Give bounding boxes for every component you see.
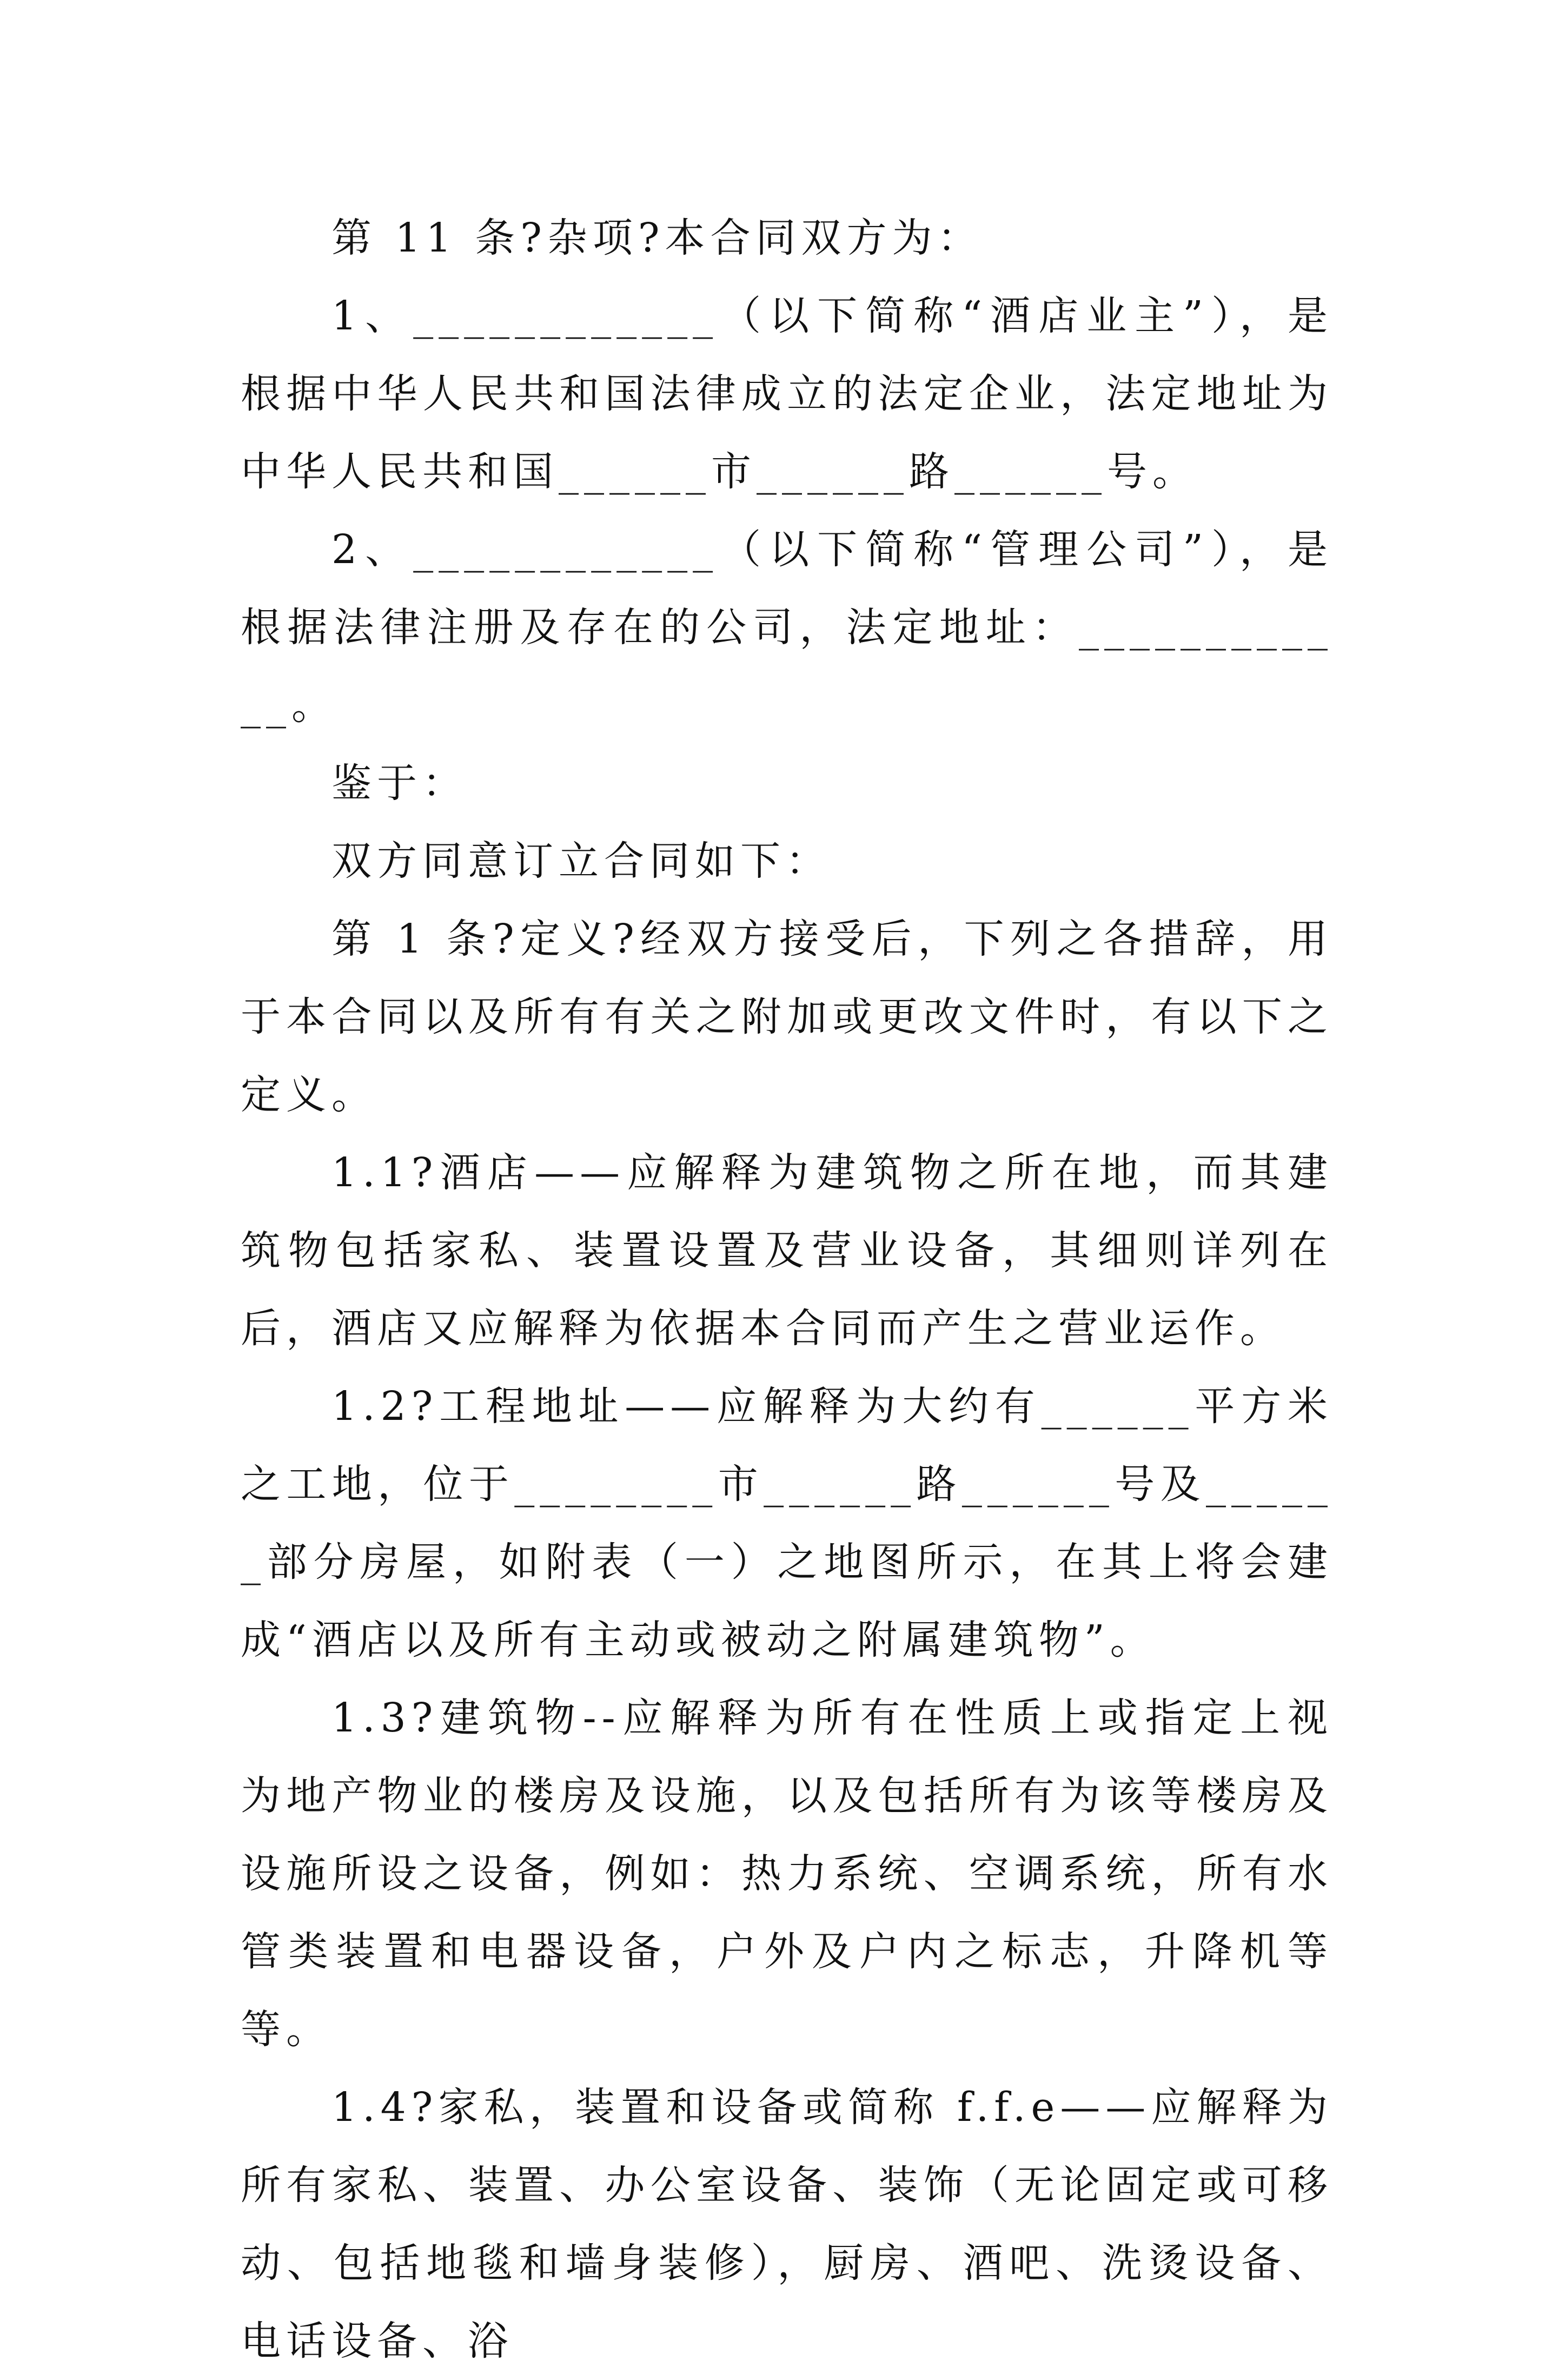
paragraph-agreement-intro: 双方同意订立合同如下： [331,838,831,884]
paragraph-article-1-definitions: 第 1 条?定义?经双方接受后，下列之各措辞，用于本合同以及所有有关之附加或更改文件时，有以下之定义。 [241,916,1333,1118]
paragraph-clause-1-4-ffe: 1.4?家私，装置和设备或简称 f.f.e——应解释为所有家私、装置、办公室设备、装饰（无论固定或可移动、包括地毯和墙身装修），厨房、酒吧、洗烫设备、电话设备、浴 [241,2084,1333,2364]
document-body [241,199,1333,2380]
paragraph-clause-1-2-site: 1.2?工程地址——应解释为大约有______平方米之工地，位于________市______路______号及______部分房屋，如附表（一）之地图所示，在其上将会建成“酒店以及所有主动或被动之附属建筑物”。 [241,1383,1333,1663]
paragraph-whereas: 鉴于： [331,760,468,806]
paragraph-clause-1-1-hotel: 1.1?酒店——应解释为建筑物之所在地，而其建筑物包括家私、装置设置及营业设备，其细则详列在后，酒店又应解释为依据本合同而产生之营业运作。 [241,1149,1333,1352]
paragraph-clause-1-3-building: 1.3?建筑物--应解释为所有在性质上或指定上视为地产物业的楼房及设施，以及包括所有为该等楼房及设施所设之设备，例如：热力系统、空调系统，所有水管类装置和电器设备，户外及户内之标志，升降机等等。 [241,1695,1333,2053]
paragraph-article-11-heading: 第 11 条?杂项?本合同双方为： [331,215,983,261]
paragraph-party-1-hotel-owner: 1、____________（以下简称“酒店业主”），是根据中华人民共和国法律成立的法定企业，法定地址为中华人民共和国______市______路______号。 [241,293,1333,495]
paragraph-party-2-management-company: 2、____________（以下简称“管理公司”），是根据法律注册及存在的公司，法定地址：____________。 [241,526,1333,729]
